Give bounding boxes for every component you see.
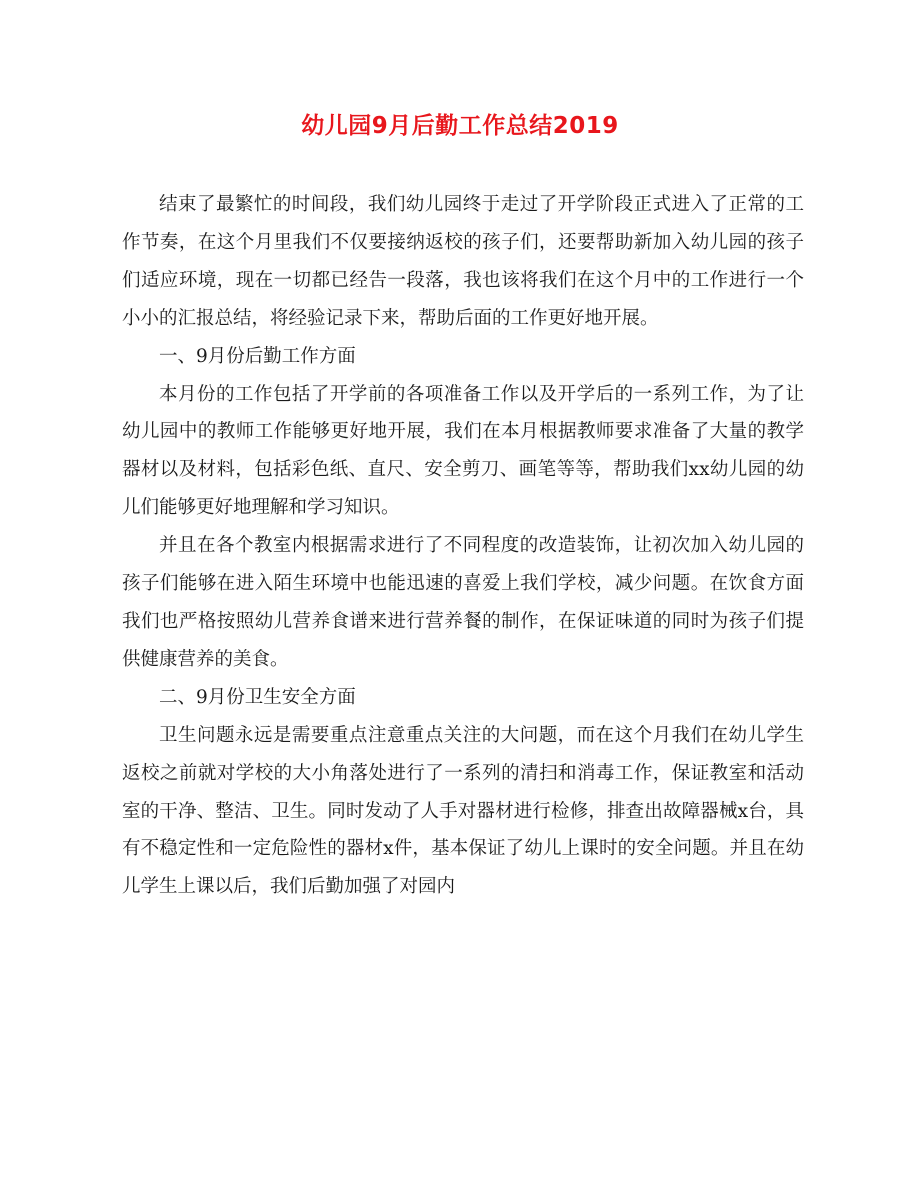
section-heading-logistics: 一、9月份后勤工作方面: [159, 345, 356, 367]
document-title: 幼儿园9月后勤工作总结2019: [301, 113, 619, 139]
paragraph-hygiene-safety: 卫生问题永远是需要重点注意重点关注的大问题，而在这个月我们在幼儿学生返校之前就对学校的大小角落处进行了一系列的清扫和消毒工作，保证教室和活动室的干净、整洁、卫生。同时发动了人手对器材进行检修，排查出故障器械x台，具有不稳定性和一定危险性的器材x件，基本保证了幼儿上课时的安全问题。并且在幼儿学生上课以后，我们后勤加强了对园内: [122, 724, 804, 898]
paragraph-logistics-work: 本月份的工作包括了开学前的各项准备工作以及开学后的一系列工作，为了让幼儿园中的教师工作能够更好地开展，我们在本月根据教师要求准备了大量的教学器材以及材料，包括彩色纸、直尺、安全剪刀、画笔等等，帮助我们xx幼儿园的幼儿们能够更好地理解和学习知识。: [122, 383, 804, 519]
paragraph-classroom-and-food: 并且在各个教室内根据需求进行了不同程度的改造装饰，让初次加入幼儿园的孩子们能够在进入陌生环境中也能迅速的喜爱上我们学校，减少问题。在饮食方面我们也严格按照幼儿营养食谱来进行营养餐的制作，在保证味道的同时为孩子们提供健康营养的美食。: [122, 535, 804, 670]
paragraph-intro: 结束了最繁忙的时间段，我们幼儿园终于走过了开学阶段正式进入了正常的工作节奏，在这个月里我们不仅要接纳返校的孩子们，还要帮助新加入幼儿园的孩子们适应环境，现在一切都已经告一段落，我也该将我们在这个月中的工作进行一个小小的汇报总结，将经验记录下来，帮助后面的工作更好地开展。: [122, 194, 804, 329]
section-heading-safety: 二、9月份卫生安全方面: [159, 686, 356, 708]
document-body: [122, 186, 804, 906]
